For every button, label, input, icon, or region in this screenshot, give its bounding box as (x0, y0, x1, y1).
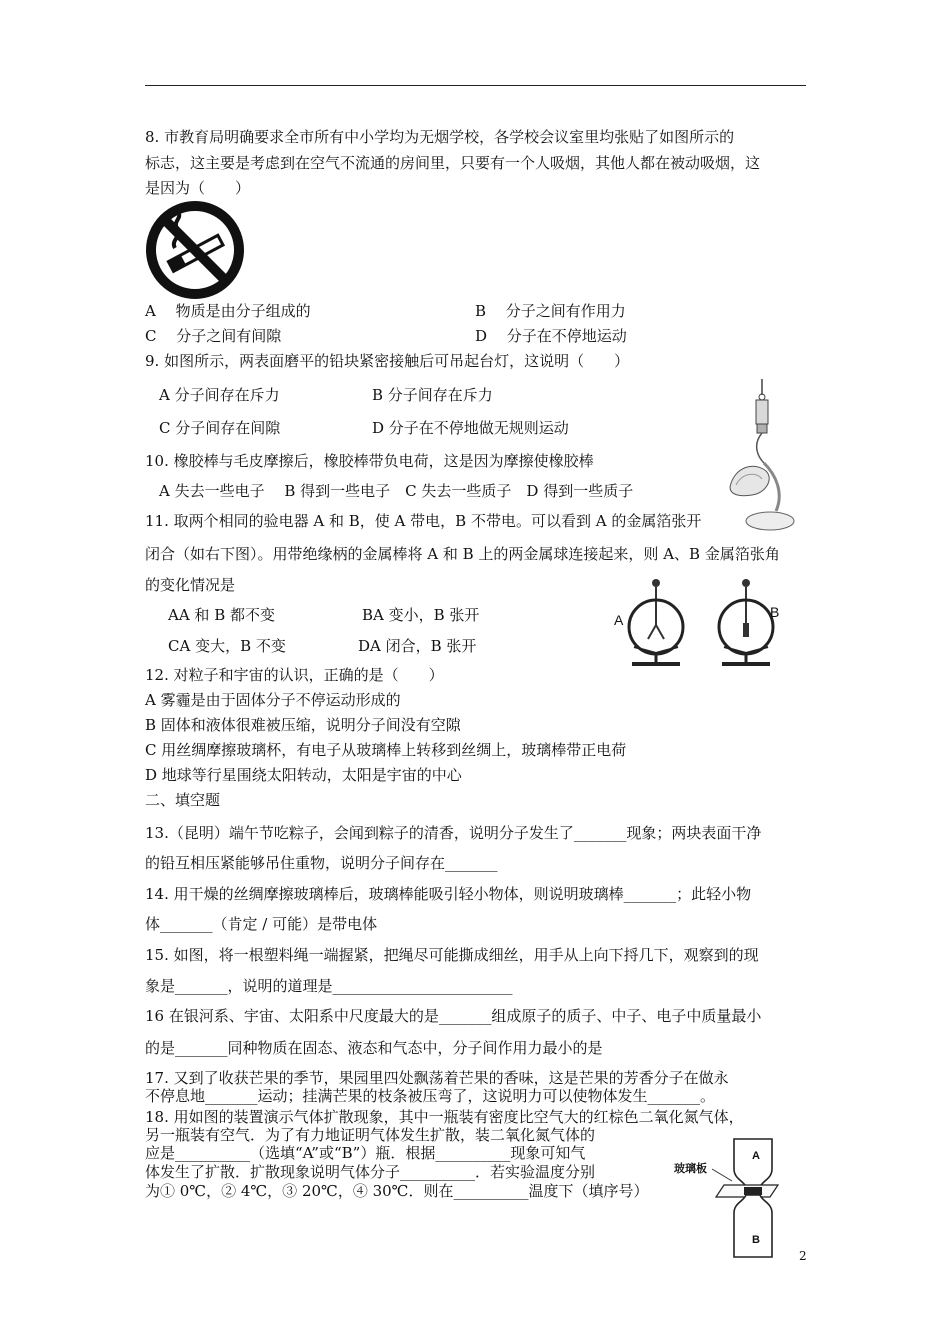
q17-line2: 不停息地_______运动；挂满芒果的枝条被压弯了，这说明力可以使物体发生_______。 (145, 1087, 716, 1105)
q8-line2: 标志，这主要是考虑到在空气不流通的房间里，只要有一个人吸烟，其他人都在被动吸烟，这 (145, 154, 761, 172)
q11-line3: 的变化情况是 (145, 576, 236, 594)
section-heading: 二、填空题 (145, 791, 221, 809)
q18-line1: 18. 用如图的装置演示气体扩散现象，其中一瓶装有密度比空气大的红棕色二氧化氮气体， (145, 1108, 744, 1126)
q15-line2: 象是_______，说明的道理是________________________ (145, 977, 513, 995)
no-smoking-sign-icon (145, 200, 245, 300)
bottle-a-label: A (752, 1150, 760, 1162)
q18-line2: 另一瓶装有空气．为了有力地证明气体发生扩散，装二氧化氮气体的 (145, 1126, 596, 1144)
q13-line2: 的铅互相压紧能够吊住重物，说明分子间存在_______ (145, 854, 498, 872)
q12-option-c: C 用丝绸摩擦玻璃杯，有电子从玻璃棒上转移到丝绸上，玻璃棒带正电荷 (145, 741, 627, 759)
electroscope-b-label: B (770, 604, 780, 620)
lamp-lead-block-figure (712, 375, 802, 535)
q18-line4: 体发生了扩散．扩散现象说明气体分子__________．若实验温度分别 (145, 1163, 596, 1181)
page-number: 2 (799, 1249, 807, 1263)
q9-stem: 9. 如图所示，两表面磨平的铅块紧密接触后可吊起台灯，这说明（ ） (145, 352, 630, 370)
q10-stem: 10. 橡胶棒与毛皮摩擦后，橡胶棒带负电荷，这是因为摩擦使橡胶棒 (145, 452, 594, 470)
q11-line1: 11. 取两个相同的验电器 A 和 B，使 A 带电，B 不带电。可以看到 A 的金属箔张开 (145, 512, 702, 530)
electroscope-a-label: A (614, 612, 624, 628)
q10-options: A 失去一些电子 B 得到一些电子 C 失去一些质子 D 得到一些质子 (159, 482, 634, 500)
bottle-b-label: B (752, 1234, 760, 1246)
q11-line2: 闭合（如右下图）。用带绝缘柄的金属棒将 A 和 B 上的两金属球连接起来，则 A、B 金属箔张角 (145, 545, 780, 563)
q11-option-a: AA 和 B 都不变 (168, 606, 275, 624)
q12-stem: 12. 对粒子和宇宙的认识，正确的是（ ） (145, 666, 444, 684)
q18-line3: 应是__________（选填“A”或“B”）瓶．根据__________现象可知气 (145, 1144, 586, 1162)
q12-option-d: D 地球等行星围绕太阳转动，太阳是宇宙的中心 (145, 766, 462, 784)
q9-option-a: A 分子间存在斥力 (159, 386, 280, 404)
q16-line1: 16 在银河系、宇宙、太阳系中尺度最大的是_______组成原子的质子、中子、电子中质量最小 (145, 1007, 762, 1025)
q8-line1: 8. 市教育局明确要求全市所有中小学均为无烟学校，各学校会议室里均张贴了如图所示的 (145, 128, 735, 146)
q11-option-b: BA 变小，B 张开 (362, 606, 480, 624)
q8-option-b: B 分子之间有作用力 (475, 302, 626, 320)
q9-option-c: C 分子间存在间隙 (159, 419, 281, 437)
q11-option-c: CA 变大，B 不变 (168, 637, 286, 655)
q8-option-a: A 物质是由分子组成的 (145, 302, 311, 320)
q12-option-a: A 雾霾是由于固体分子不停运动形成的 (145, 691, 401, 709)
glass-plate-label: 玻璃板 (674, 1162, 707, 1175)
header-rule (145, 85, 806, 86)
q13-line1: 13.（昆明）端午节吃粽子，会闻到粽子的清香，说明分子发生了_______现象；两块表面干净 (145, 824, 762, 842)
q16-line2: 的是_______同种物质在固态、液态和气态中，分子间作用力最小的是 (145, 1039, 603, 1057)
q8-option-d: D 分子在不停地运动 (475, 327, 627, 345)
q14-line1: 14. 用干燥的丝绸摩擦玻璃棒后，玻璃棒能吸引轻小物体，则说明玻璃棒_______；此轻小物 (145, 885, 752, 903)
q8-line3: 是因为（ ） (145, 179, 251, 197)
q8-option-c: C 分子之间有间隙 (145, 327, 282, 345)
q11-option-d: DA 闭合，B 张开 (358, 637, 477, 655)
q12-option-b: B 固体和液体很难被压缩，说明分子间没有空隙 (145, 716, 461, 734)
gas-diffusion-figure (672, 1135, 782, 1260)
electroscope-figure (606, 575, 806, 670)
q15-line1: 15. 如图，将一根塑料绳一端握紧，把绳尽可能撕成细丝，用手从上向下捋几下，观察到的现 (145, 946, 759, 964)
q18-line5: 为① 0℃，② 4℃，③ 20℃，④ 30℃．则在__________温度下（填序号） (145, 1182, 649, 1200)
q9-option-d: D 分子在不停地做无规则运动 (372, 419, 569, 437)
q9-option-b: B 分子间存在斥力 (372, 386, 493, 404)
q14-line2: 体_______（肯定 / 可能）是带电体 (145, 915, 378, 933)
q17-line1: 17. 又到了收获芒果的季节，果园里四处飘荡着芒果的香味，这是芒果的芳香分子在做永 (145, 1069, 729, 1087)
